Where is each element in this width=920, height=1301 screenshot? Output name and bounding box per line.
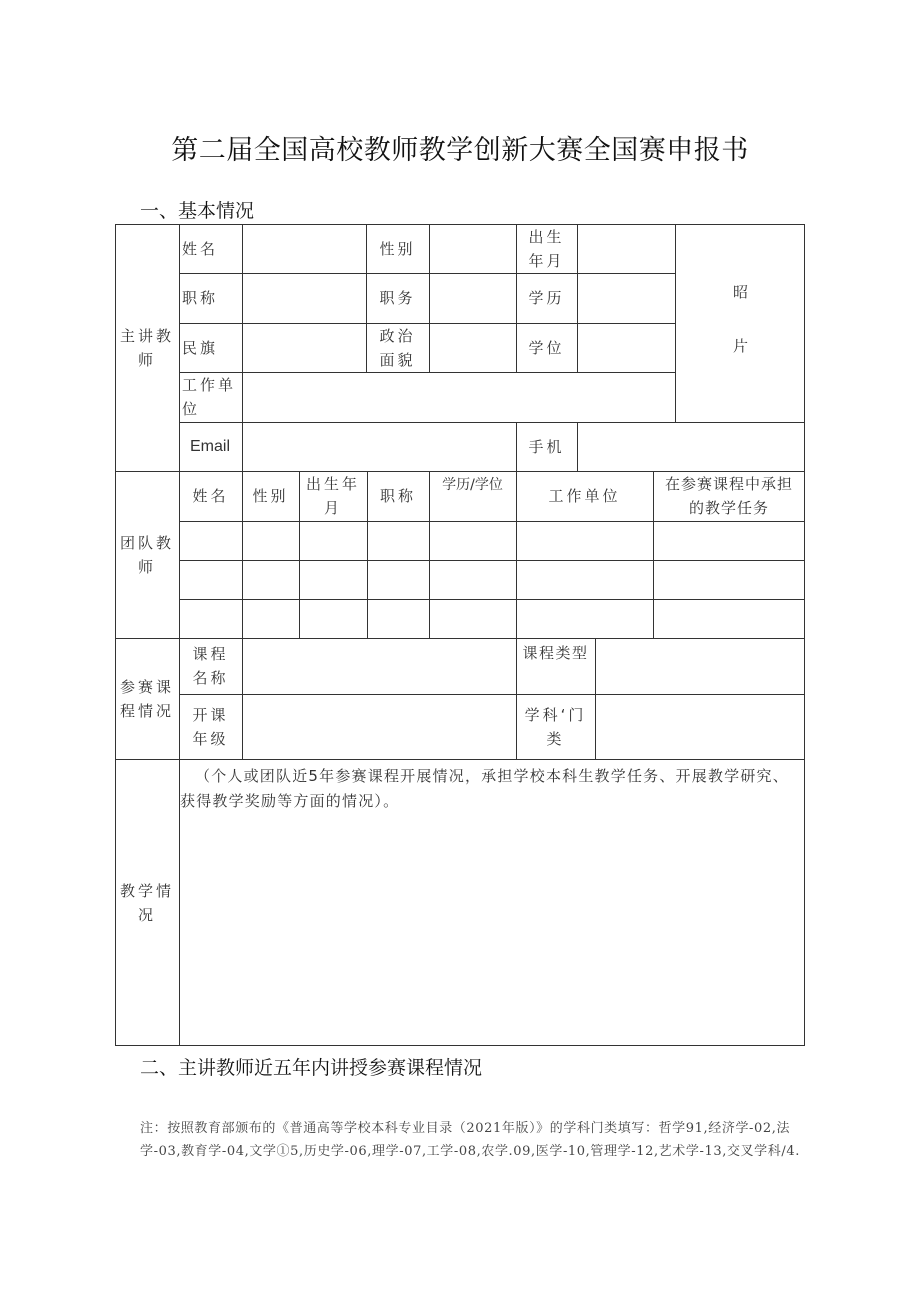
- photo-box[interactable]: [676, 224, 805, 422]
- title-field[interactable]: [243, 274, 365, 322]
- political-label: 政治 面貌: [379, 326, 416, 369]
- section-heading-course-history: 二、主讲教师近五年内讲授参赛课程情况: [140, 1057, 483, 1079]
- degree-field[interactable]: [578, 324, 674, 371]
- ethnicity-label: 民旗: [182, 338, 219, 357]
- course-group-label: 参赛课 程情况: [119, 677, 174, 720]
- birth-label: 出生 年月: [528, 227, 565, 270]
- gender-field[interactable]: [430, 225, 515, 272]
- team-header-birth: 出生年 月: [305, 475, 360, 517]
- teaching-instruction: （个人或团队近5年参赛课程开展情况，承担学校本科生教学任务、开展教学研究、获得教学奖励等方面的情况）。: [180, 767, 789, 810]
- email-field[interactable]: [243, 423, 515, 470]
- name-field[interactable]: [243, 225, 365, 272]
- team-teacher-group-label: 团队教 师: [119, 533, 174, 576]
- course-type-label: 课程类型: [522, 644, 589, 662]
- workplace-field[interactable]: [243, 373, 674, 421]
- footnote: 注：按照教育部颁布的《普通高等学校本科专业目录（2021年版）》的学科门类填写：哲学91,经济学-02,法学-03,教育学-04,文学①5,历史学-06,理学-07,工学-08,农学.09,医学-10,管理学-12,艺术学-13,交叉学科/4.: [140, 1121, 800, 1159]
- phone-field[interactable]: [578, 423, 804, 470]
- post-field[interactable]: [430, 274, 515, 322]
- name-label: 姓名: [182, 239, 219, 258]
- ethnicity-field[interactable]: [243, 324, 365, 371]
- team-header-education: 学历/学位: [442, 477, 503, 493]
- team-header-workplace: 工作单位: [548, 487, 621, 505]
- education-label: 学历: [528, 289, 565, 307]
- team-header-task: 在参赛课程中承担 的教学任务: [664, 475, 793, 517]
- phone-label: 手机: [528, 437, 565, 456]
- course-name-field[interactable]: [243, 639, 515, 693]
- grade-label: 开课 年级: [192, 705, 229, 748]
- main-teacher-group-label: 主讲教 师: [119, 326, 174, 369]
- subject-category-label: 学科‘门 类: [524, 705, 587, 748]
- email-label: Email: [190, 437, 231, 455]
- grid-line: [115, 759, 805, 760]
- subject-category-field[interactable]: [596, 695, 804, 758]
- course-name-label: 课程 名称: [192, 645, 229, 687]
- page-title: 第二届全国高校教师教学创新大赛全国赛申报书: [171, 135, 749, 166]
- team-row-1[interactable]: [180, 522, 804, 559]
- workplace-label: 工作单 位: [182, 376, 237, 418]
- post-label: 职务: [379, 289, 416, 307]
- birth-field[interactable]: [578, 225, 674, 272]
- degree-label: 学位: [528, 338, 565, 357]
- title-label: 职称: [182, 289, 219, 307]
- teaching-text-area[interactable]: [180, 815, 804, 1045]
- gender-label: 性别: [379, 239, 416, 258]
- team-header-title: 职称: [379, 487, 416, 505]
- course-type-field[interactable]: [596, 639, 804, 693]
- team-header-name: 姓名: [192, 487, 229, 505]
- photo-label-bottom: 片: [732, 337, 748, 355]
- political-field[interactable]: [430, 324, 515, 371]
- team-row-3[interactable]: [180, 600, 804, 637]
- education-field[interactable]: [578, 274, 674, 322]
- teaching-group-label: 教学情 况: [119, 881, 174, 924]
- grade-field[interactable]: [243, 695, 515, 758]
- section-heading-basic: 一、基本情况: [140, 200, 255, 222]
- team-row-2[interactable]: [180, 561, 804, 598]
- photo-label-top: 昭: [732, 283, 748, 301]
- team-header-gender: 性别: [252, 487, 289, 505]
